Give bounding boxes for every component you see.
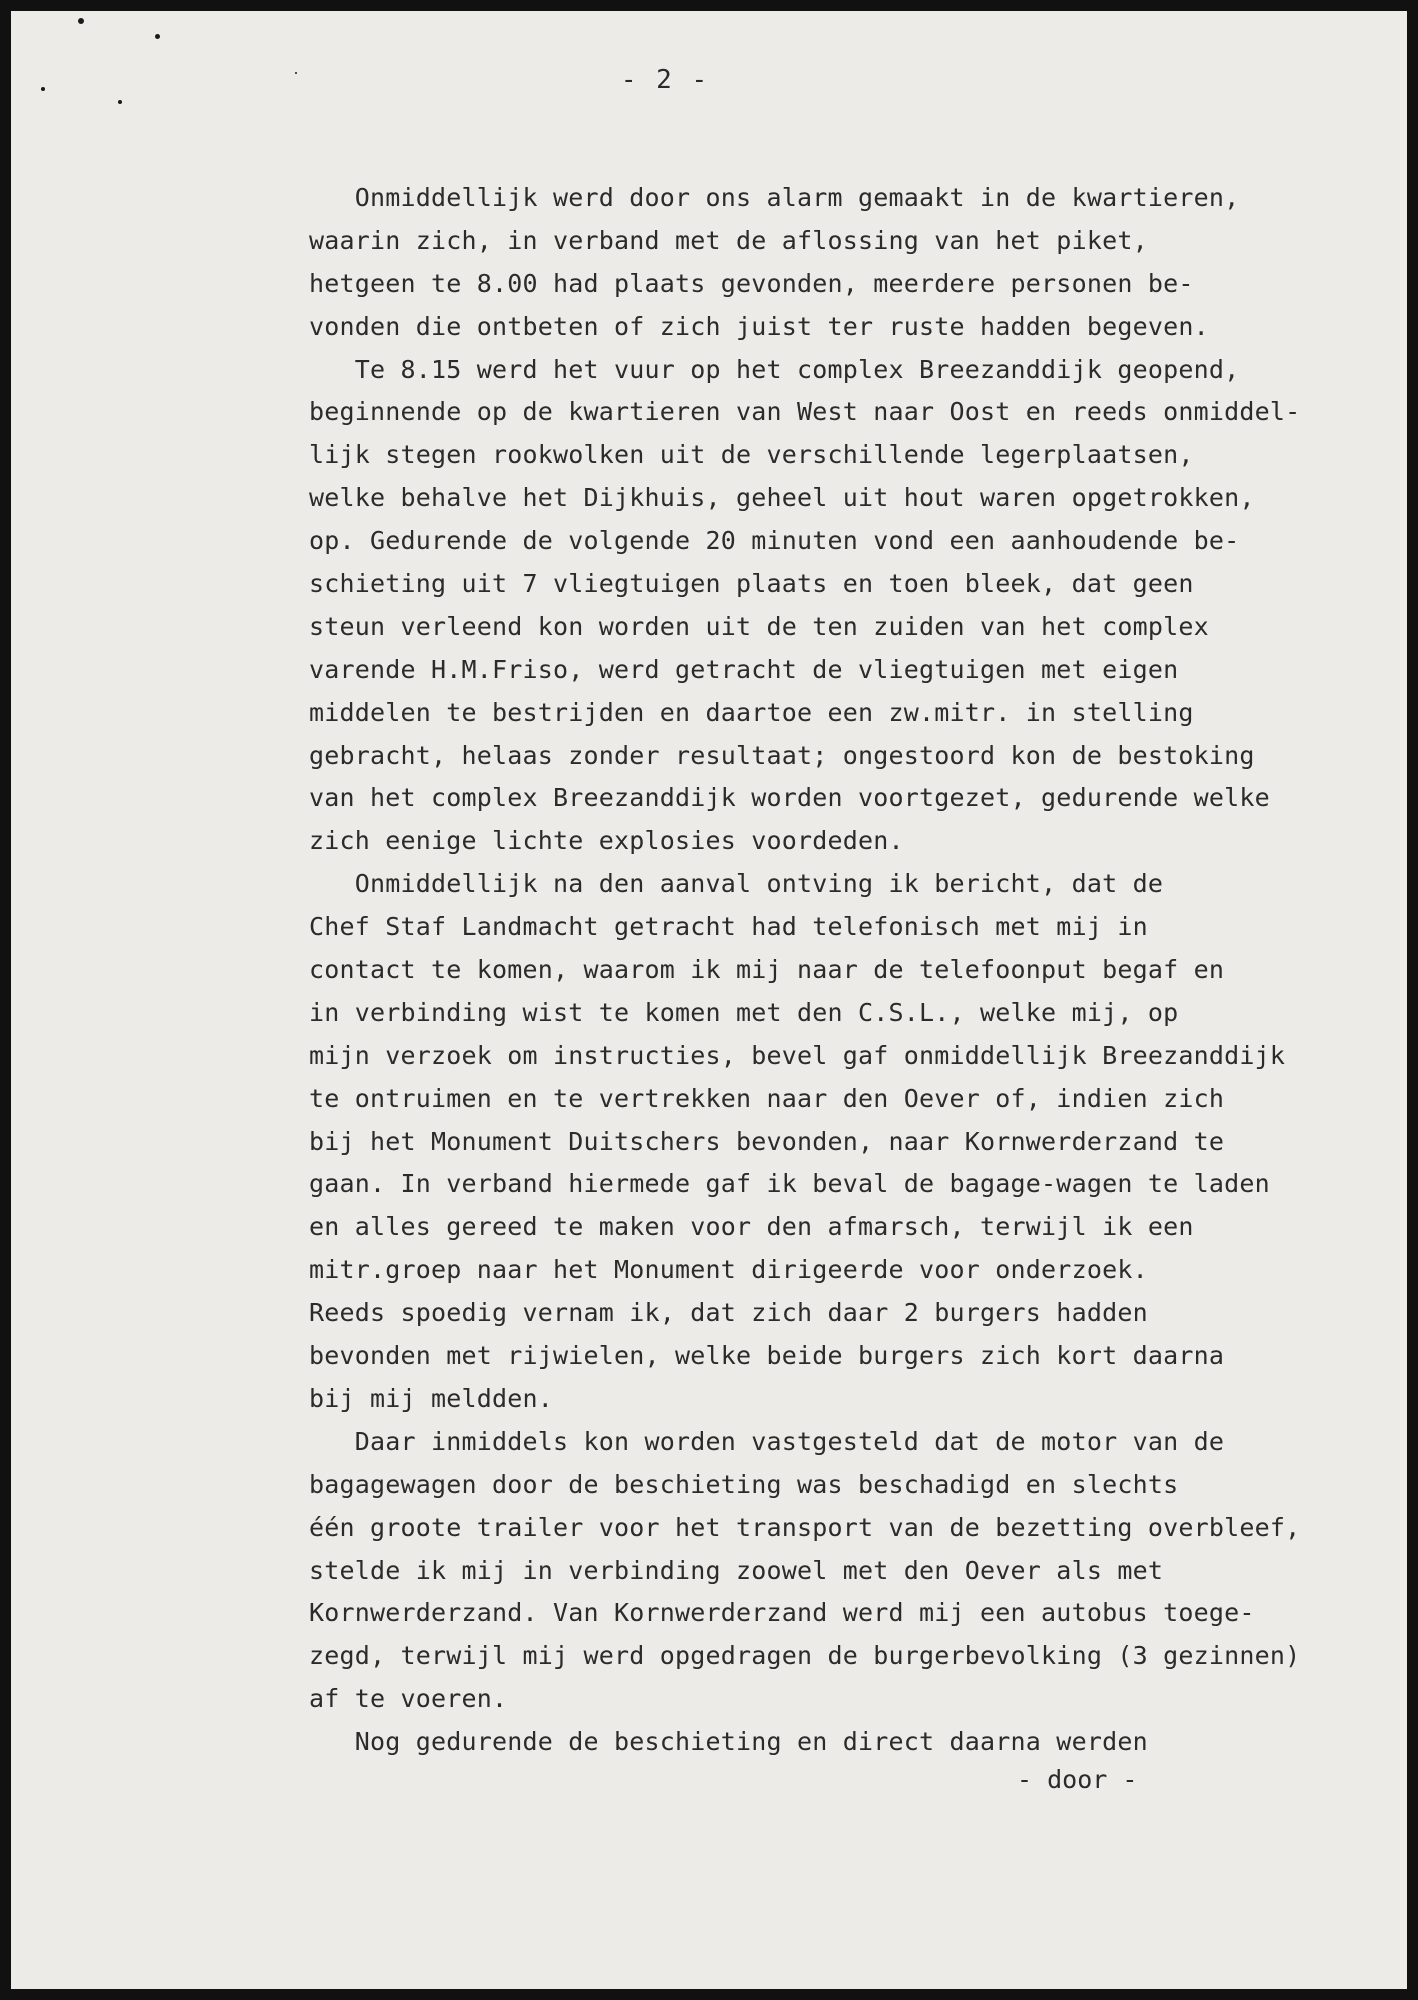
text-line: van het complex Breezanddijk worden voortgezet, gedurende welke <box>309 783 1270 813</box>
ink-speck <box>78 18 84 24</box>
text-line: Daar inmiddels kon worden vastgesteld dat de motor van de <box>309 1426 1225 1456</box>
page-number: - 2 - <box>620 65 710 95</box>
text-line: mijn verzoek om instructies, bevel gaf onmiddellijk Breezanddijk <box>309 1040 1286 1070</box>
text-line: contact te komen, waarom ik mij naar de telefoonput begaf en <box>309 955 1225 985</box>
text-line: varende H.M.Friso, werd getracht de vliegtuigen met eigen <box>309 654 1179 684</box>
typewritten-body <box>309 177 1407 1764</box>
text-line: waarin zich, in verband met de aflossing van het piket, <box>309 225 1148 255</box>
text-line: steun verleend kon worden uit de ten zuiden van het complex <box>309 611 1209 641</box>
text-line: bij mij meldden. <box>309 1383 554 1413</box>
text-line: op. Gedurende de volgende 20 minuten vond een aanhoudende be- <box>309 526 1240 556</box>
text-line: hetgeen te 8.00 had plaats gevonden, meerdere personen be- <box>309 268 1194 298</box>
text-line: bevonden met rijwielen, welke beide burgers zich kort daarna <box>309 1341 1225 1371</box>
text-line: Onmiddellijk werd door ons alarm gemaakt in de kwartieren, <box>309 183 1240 212</box>
text-line: vonden die ontbeten of zich juist ter ruste hadden begeven. <box>309 311 1209 341</box>
text-line: Reeds spoedig vernam ik, dat zich daar 2 burgers hadden <box>309 1298 1148 1328</box>
text-line: gaan. In verband hiermede gaf ik beval de bagage-wagen te laden <box>309 1169 1270 1199</box>
text-line: beginnende op de kwartieren van West naar Oost en reeds onmiddel- <box>309 397 1301 427</box>
text-line: middelen te bestrijden en daartoe een zw.mitr. in stelling <box>309 697 1194 727</box>
ink-speck <box>118 100 122 104</box>
text-line: Onmiddellijk na den aanval ontving ik bericht, dat de <box>309 869 1164 899</box>
text-line: één groote trailer voor het transport van de bezetting overbleef, <box>309 1512 1301 1542</box>
text-line: te ontruimen en te vertrekken naar den Oever of, indien zich <box>309 1083 1225 1113</box>
catchword: - door - <box>1017 1765 1138 1794</box>
text-line: Te 8.15 werd het vuur op het complex Breezanddijk geopend, <box>309 354 1240 384</box>
document-page <box>11 11 1407 1989</box>
text-line: bagagewagen door de beschieting was beschadigd en slechts <box>309 1469 1179 1499</box>
ink-speck <box>155 34 160 39</box>
text-line: in verbinding wist te komen met den C.S.L., welke mij, op <box>309 997 1179 1027</box>
text-line: Chef Staf Landmacht getracht had telefonisch met mij in <box>309 912 1148 942</box>
text-line: bij het Monument Duitschers bevonden, naar Kornwerderzand te <box>309 1126 1225 1156</box>
text-line: lijk stegen rookwolken uit de verschillende legerplaatsen, <box>309 440 1194 470</box>
text-line: af te voeren. <box>309 1684 508 1714</box>
text-line: Nog gedurende de beschieting en direct daarna werden <box>309 1727 1148 1757</box>
text-line: Kornwerderzand. Van Kornwerderzand werd mij een autobus toege- <box>309 1598 1255 1628</box>
text-line: stelde ik mij in verbinding zoowel met den Oever als met <box>309 1555 1164 1585</box>
text-line: welke behalve het Dijkhuis, geheel uit hout waren opgetrokken, <box>309 483 1255 513</box>
text-line: schieting uit 7 vliegtuigen plaats en toen bleek, dat geen <box>309 569 1194 599</box>
text-line: gebracht, helaas zonder resultaat; ongestoord kon de bestoking <box>309 740 1255 770</box>
text-line: zegd, terwijl mij werd opgedragen de burgerbevolking (3 gezinnen) <box>309 1641 1301 1671</box>
text-line: en alles gereed te maken voor den afmarsch, terwijl ik een <box>309 1212 1194 1242</box>
text-line: mitr.groep naar het Monument dirigeerde voor onderzoek. <box>309 1255 1148 1285</box>
text-line: zich eenige lichte explosies voordeden. <box>309 826 904 856</box>
